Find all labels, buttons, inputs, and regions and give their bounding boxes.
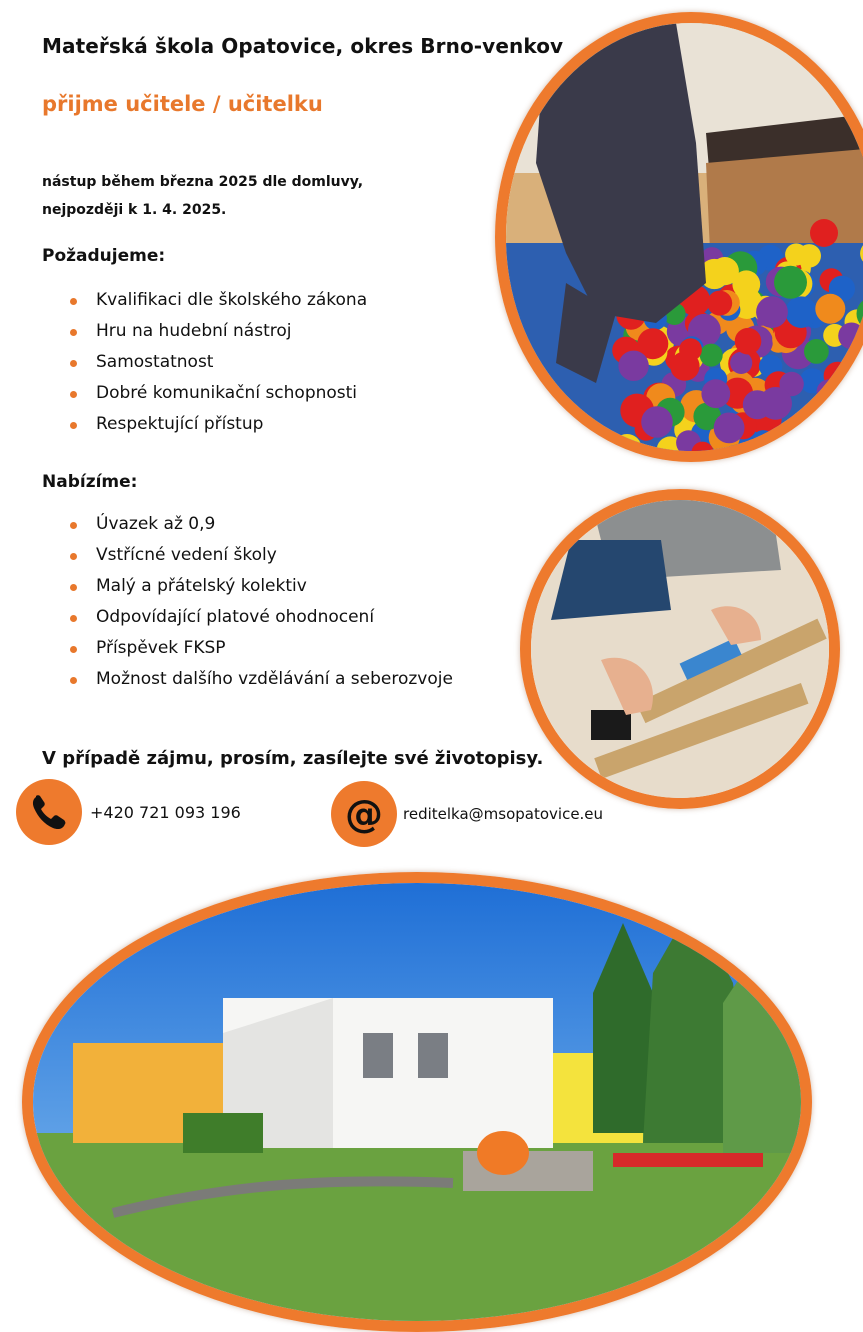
ball [707, 291, 732, 316]
call-to-action: V případě zájmu, prosím, zasílejte své životopisy. [42, 748, 543, 769]
bullet-icon [70, 522, 77, 529]
list-item: Malý a přátelský kolektiv [68, 571, 453, 602]
offer-heading: Nabízíme: [42, 472, 137, 492]
list-item: Dobré komunikační schopnosti [68, 378, 367, 409]
bullet-icon [70, 553, 77, 560]
at-sign-icon [331, 781, 397, 847]
bullet-icon [70, 422, 77, 429]
ball [824, 362, 852, 390]
svg-text:@: @ [345, 792, 383, 836]
list-item: Respektující přístup [68, 409, 367, 440]
ball [845, 374, 863, 400]
ball [797, 244, 821, 268]
phone-number[interactable]: +420 721 093 196 [90, 803, 241, 822]
ball [700, 344, 723, 367]
offer-list [68, 509, 453, 695]
ball [828, 387, 858, 417]
ball [800, 368, 825, 393]
ball [798, 414, 824, 440]
ball [735, 328, 762, 355]
ball [618, 351, 648, 381]
list-item: Hru na hudební nástroj [68, 316, 367, 347]
ball [785, 296, 817, 328]
ball [843, 429, 863, 451]
ball [826, 434, 857, 451]
ball [759, 387, 792, 420]
school-building-photo [22, 872, 812, 1332]
ball [641, 406, 673, 438]
ball [815, 294, 845, 324]
ball [850, 361, 863, 392]
bullet-icon [70, 298, 77, 305]
list-item: Vstřícné vedení školy [68, 540, 453, 571]
train-play-photo [520, 489, 840, 809]
requirements-list [68, 285, 367, 440]
bullet-icon [70, 360, 77, 367]
bullet-icon [70, 584, 77, 591]
ball [827, 387, 855, 415]
start-line-1: nástup během března 2025 dle domluvy, [42, 168, 363, 196]
list-item: Možnost dalšího vzdělávání a seberozvoje [68, 664, 453, 695]
bullet-icon [70, 677, 77, 684]
start-date-info [42, 168, 363, 224]
ball [730, 352, 752, 374]
ball [847, 355, 863, 378]
list-item: Příspěvek FKSP [68, 633, 453, 664]
start-line-2: nejpozději k 1. 4. 2025. [42, 196, 363, 224]
bullet-icon [70, 391, 77, 398]
list-item: Samostatnost [68, 347, 367, 378]
list-item: Kvalifikaci dle školského zákona [68, 285, 367, 316]
list-item: Odpovídající platové ohodnocení [68, 602, 453, 633]
bullet-icon [70, 329, 77, 336]
ball [701, 379, 730, 408]
ball [831, 430, 858, 451]
page-title: Mateřská škola Opatovice, okres Brno-venkov [42, 34, 563, 58]
ball [679, 338, 702, 361]
ball [714, 413, 745, 444]
bullet-icon [70, 615, 77, 622]
email-address[interactable]: reditelka@msopatovice.eu [403, 805, 603, 823]
ball-pit-photo [495, 12, 863, 462]
ball [852, 410, 863, 441]
bullet-icon [70, 646, 77, 653]
ball [817, 379, 841, 403]
ball [756, 296, 788, 328]
list-item: Úvazek až 0,9 [68, 509, 453, 540]
ball [785, 415, 810, 440]
phone-icon [16, 779, 82, 845]
ball [804, 339, 829, 364]
ball [832, 389, 861, 418]
job-title: přijme učitele / učitelku [42, 92, 323, 116]
ball [753, 436, 783, 451]
ball [774, 266, 807, 299]
requirements-heading: Požadujeme: [42, 246, 165, 266]
